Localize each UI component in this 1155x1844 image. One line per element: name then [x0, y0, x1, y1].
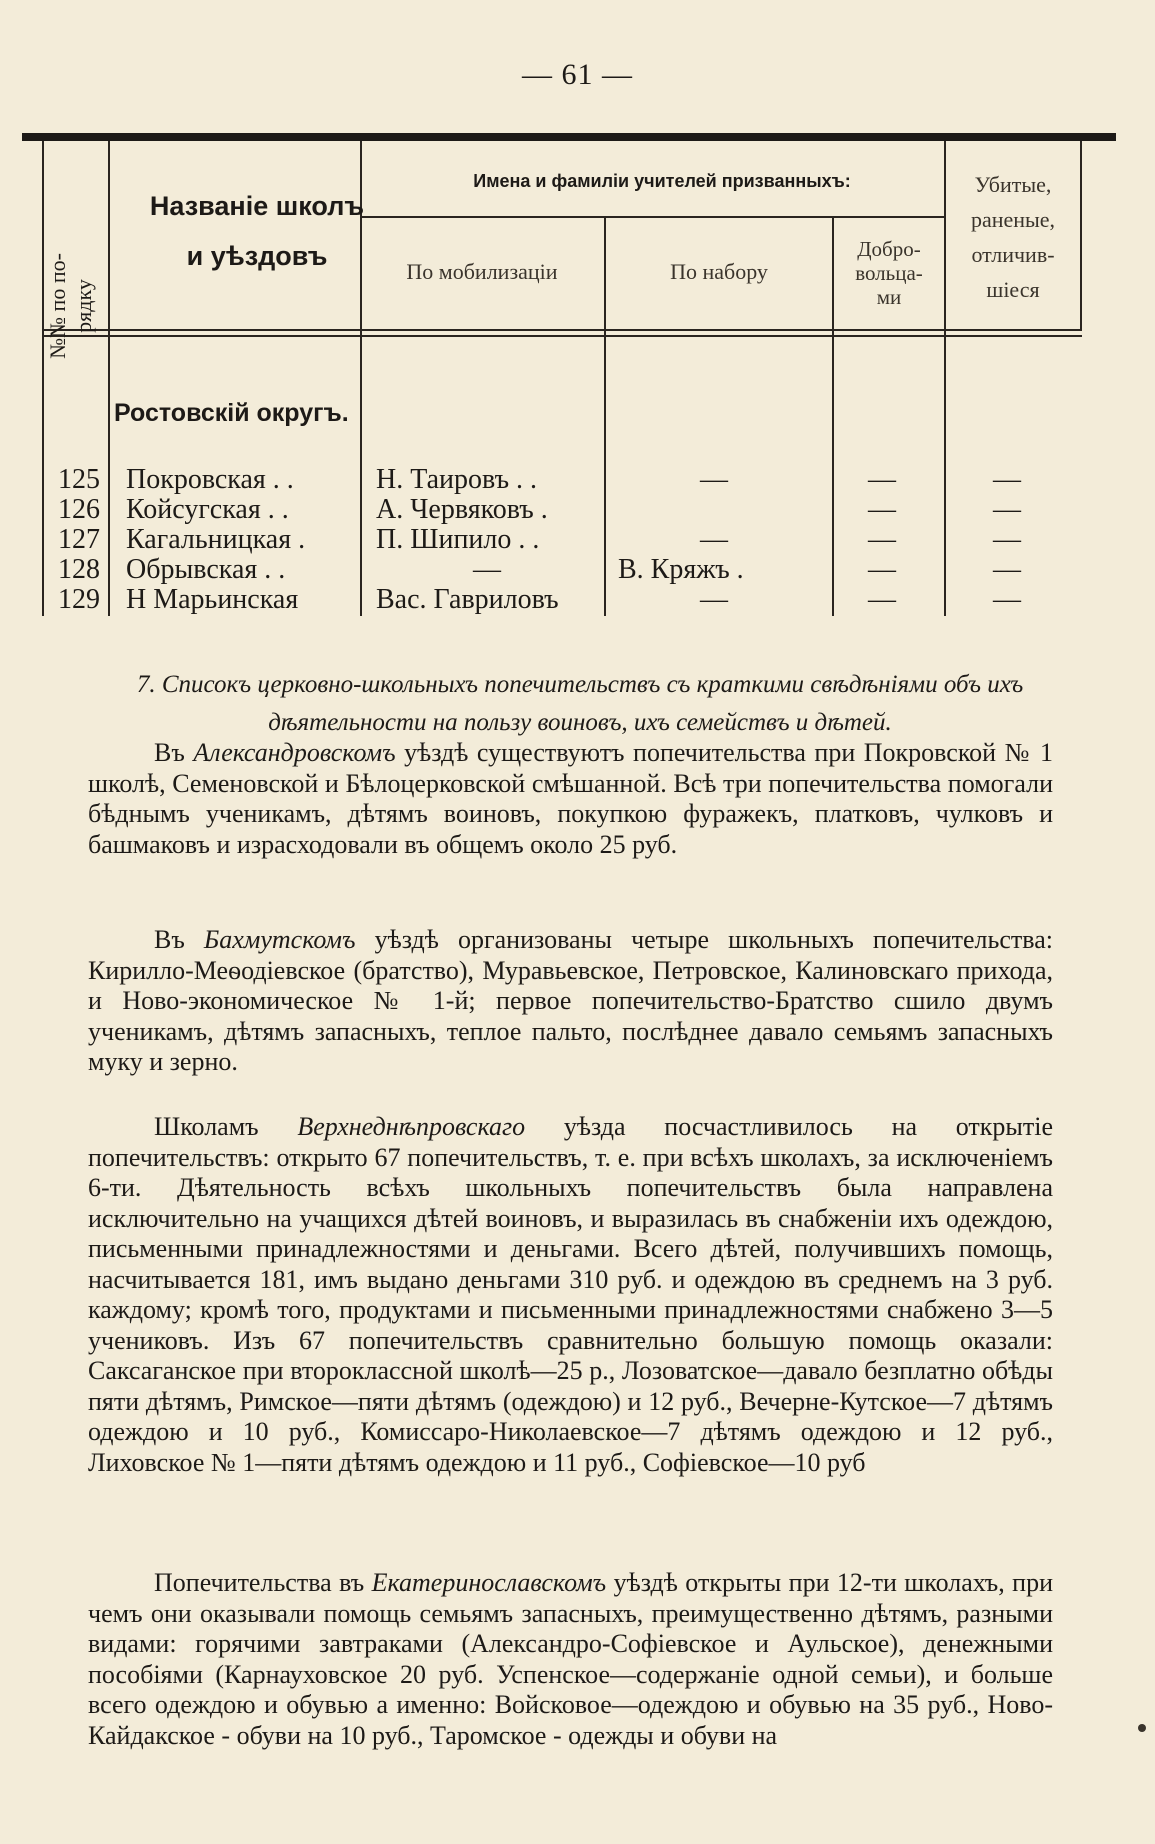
- volunteers-cell: —: [868, 524, 896, 555]
- volunteers-cell: —: [868, 584, 896, 615]
- recruitment-teacher: —: [700, 524, 728, 555]
- top-rule: [22, 133, 1116, 141]
- header-school: Названіе школъ и уѣздовъ: [149, 191, 365, 271]
- paragraph: Въ Александровскомъ уѣздѣ существуютъ попечительства при Покровской № 1 школѣ, Семеновской и Бѣлоцерковской смѣшанной. Всѣ три попечительства помогали бѣднымъ ученикамъ, дѣтямъ воиновъ, покупкою фуражекъ, платковъ, чулковъ и башмаковъ и израсходовали въ общемъ около 25 руб.: [88, 738, 1053, 859]
- killed-cell: —: [993, 554, 1021, 585]
- header-recruitment: По набору: [670, 259, 768, 284]
- table-row: [42, 494, 1082, 524]
- paragraph: Школамъ Верхнеднѣпровскаго уѣзда посчастливилось на открытіе попечительствъ: открыто 67 попечительствъ, т. е. при всѣхъ школахъ, за исключеніемъ 6-ти. Дѣятельность всѣхъ школьныхъ попечительствъ была направлена исключительно на учащихся дѣтей воиновъ, и выразилась въ снабженіи ихъ одеждою, письменными принадлежностями и деньгами. Всего дѣтей, получившихъ помощь, насчитывается 181, имъ выдано деньгами 310 руб. и одеждою въ среднемъ на 3 руб. каждому; кромѣ того, продуктами и письменными принадлежностями снабжено 3—5 учениковъ. Изъ 67 попечительствъ сравнительно большую помощь оказали: Саксаганское при второклассной школѣ—25 р., Лозоватское—давало безплатно обѣды пяти дѣтямъ, Римское—пяти дѣтямъ (одеждою) и 12 руб., Вечерне-Кутское—7 дѣтямъ одеждою и 10 руб., Комиссаро-Николаевское—7 дѣтямъ одеждою и 12 руб., Лиховское № 1—пяти дѣтямъ одеждою и 11 руб., Софіевское—10 руб: [88, 1112, 1053, 1477]
- recruitment-teacher: —: [700, 464, 728, 495]
- district-title: Ростовскій округъ.: [114, 399, 349, 427]
- section-caption: 7. Списокъ церковно-школьныхъ попечительствъ съ краткими свѣдѣніями объ ихъ дѣятельности на пользу воиновъ, ихъ семействъ и дѣтей.: [136, 671, 1024, 736]
- mobilization-teacher: Вас. Гавриловъ: [376, 584, 559, 615]
- table-row: [42, 584, 1082, 614]
- header-number: №№ по по- рядку: [45, 253, 96, 359]
- ink-spot: [1138, 1724, 1146, 1732]
- volunteers-cell: —: [868, 464, 896, 495]
- recruitment-teacher: В. Кряжъ .: [618, 554, 744, 585]
- header-killed-wounded: Убитые, раненые, отличив- шіеся: [970, 172, 1056, 302]
- row-number: 125: [58, 464, 100, 495]
- row-number: 128: [58, 554, 100, 585]
- school-name: Койсугская . .: [126, 494, 289, 525]
- page-number: — 61 —: [522, 58, 633, 91]
- header-bottom-rule: [42, 329, 1082, 331]
- header-subrule: [360, 216, 944, 218]
- paragraph: Въ Бахмутскомъ уѣздѣ организованы четыре школьныхъ попечительства: Кирилло-Меѳодіевское (братство), Муравьевское, Петровское, Калиновскаго прихода, и Ново-экономическое № 1-й; первое попечительство-Братство сшило двумъ ученикамъ, дѣтямъ запасныхъ, теплое пальто, послѣднее давало семьямъ запасныхъ муку и зерно.: [88, 925, 1053, 1076]
- mobilization-teacher: —: [473, 554, 501, 585]
- killed-cell: —: [993, 524, 1021, 555]
- row-number: 127: [58, 524, 100, 555]
- mobilization-teacher: А. Червяковъ .: [376, 494, 548, 525]
- teachers-table: [42, 141, 1082, 616]
- mobilization-teacher: П. Шипило . .: [376, 524, 540, 555]
- school-name: Покровская . .: [126, 464, 294, 495]
- recruitment-teacher: —: [700, 584, 728, 615]
- school-name: Н Марьинская: [126, 584, 299, 615]
- header-volunteers: Добро- вольца- ми: [855, 237, 923, 309]
- header-mobilization: По мобилизаціи: [406, 259, 558, 284]
- row-number: 129: [58, 584, 100, 615]
- paragraph: Попечительства въ Екатеринославскомъ уѣздѣ открыты при 12-ти школахъ, при чемъ они оказывали помощь семьямъ запасныхъ, преимущественно дѣтямъ, разными видами: горячими завтраками (Александро-Софіевское и Аульское), денежными пособіями (Карнауховское 20 руб. Успенское—содержаніе одной семьи), и больше всего одеждою и обувью а именно: Войсковое—одеждою и обувью на 35 руб., Ново-Кайдакское - обуви на 10 руб., Таромское - одежды и обуви на: [88, 1568, 1053, 1750]
- table-row: [42, 464, 1082, 494]
- killed-cell: —: [993, 464, 1021, 495]
- mobilization-teacher: Н. Таировъ . .: [376, 464, 538, 495]
- table-row: [42, 524, 1082, 554]
- killed-cell: —: [993, 494, 1021, 525]
- row-number: 126: [58, 494, 100, 525]
- killed-cell: —: [993, 584, 1021, 615]
- volunteers-cell: —: [868, 554, 896, 585]
- table-border-right: [1080, 141, 1082, 331]
- header-bottom-rule-2: [42, 335, 1082, 337]
- header-teacher-names: Имена и фамиліи учителей призванныхъ:: [473, 171, 851, 191]
- school-name: Обрывская . .: [126, 554, 286, 585]
- volunteers-cell: —: [868, 494, 896, 525]
- school-name: Кагальницкая .: [126, 524, 306, 555]
- table-row: [42, 554, 1082, 584]
